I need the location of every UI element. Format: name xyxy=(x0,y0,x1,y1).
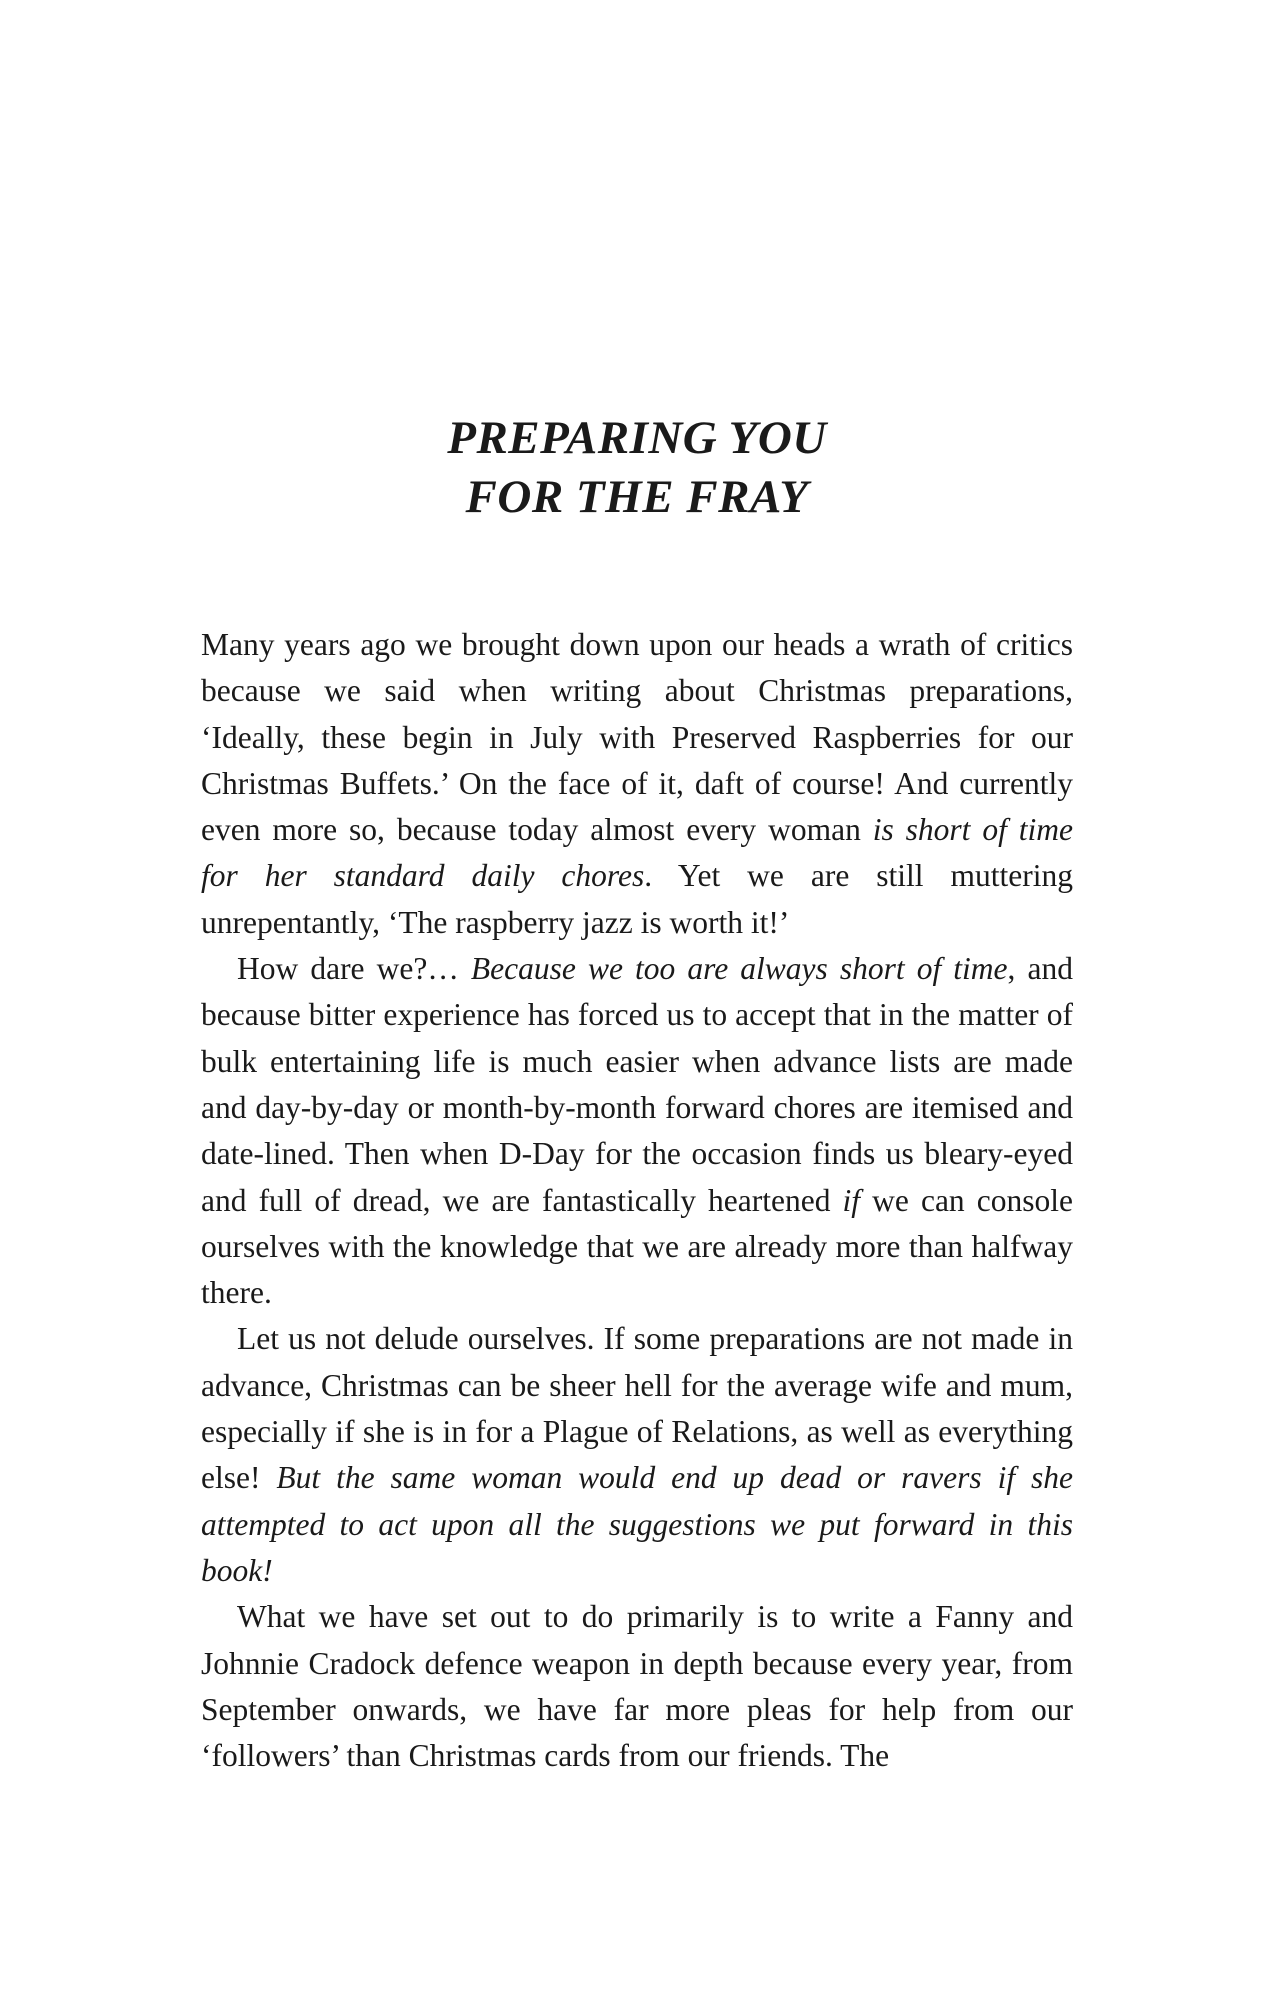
chapter-body xyxy=(201,622,1073,1779)
paragraph-2 xyxy=(201,946,1073,1316)
paragraph-4-text-a: What we have set out to do primarily is to write a Fanny and Johnnie Cradock defence weapon in depth because every year, from September onwards, we have far more pleas for help from our ‘followers’ than Christmas cards from our friends. The xyxy=(201,1599,1073,1774)
chapter-title-line-2: FOR THE FRAY xyxy=(465,471,809,524)
paragraph-2-italic-d: if xyxy=(842,1182,861,1218)
chapter-title xyxy=(0,409,1274,527)
paragraph-2-text-a: How dare we?… xyxy=(237,951,471,987)
paragraph-2-italic-b: Because we too are always short of time xyxy=(470,951,1008,987)
paragraph-2-text-c: , and because bitter experience has forced us to accept that in the matter of bulk entertaining life is much easier when advance lists are made and day-by-day or month-by-month forward chores are itemised and date-lined. Then when D-Day for the occasion finds us bleary-eyed and full of dread, we are fantastically heartened xyxy=(201,951,1073,1218)
paragraph-1-text-a: Many years ago we brought down upon our heads a wrath of critics because we said when writing about Christmas preparations, ‘Ideally, these begin in July with Preserved Raspberries for our Christmas Buffets.’ On the face of it, daft of course! And currently even more so, because today almost every woman xyxy=(201,627,1073,848)
paragraph-3-text-a: Let us not delude ourselves. If some preparations are not made in advance, Christmas can be sheer hell for the average wife and mum, especially if she is in for a Plague of Relations, as well as everything else! xyxy=(201,1321,1073,1496)
paragraph-3-italic-b: But the same woman would end up dead or ravers if she attempted to act upon all the suggestions we put forward in this book! xyxy=(201,1460,1074,1588)
chapter-title-line-1: PREPARING YOU xyxy=(447,412,827,465)
paragraph-4 xyxy=(201,1594,1073,1779)
paragraph-2-text-e: we can console ourselves with the knowledge that we are already more than halfway there. xyxy=(201,1182,1073,1311)
paragraph-3 xyxy=(201,1316,1073,1594)
paragraph-1 xyxy=(201,622,1073,946)
paragraph-1-italic-b: is short of time for her standard daily chores xyxy=(201,812,1073,894)
paragraph-1-text-c: . Yet we are still muttering unrepentantly, ‘The raspberry jazz is worth it!’ xyxy=(201,858,1073,940)
